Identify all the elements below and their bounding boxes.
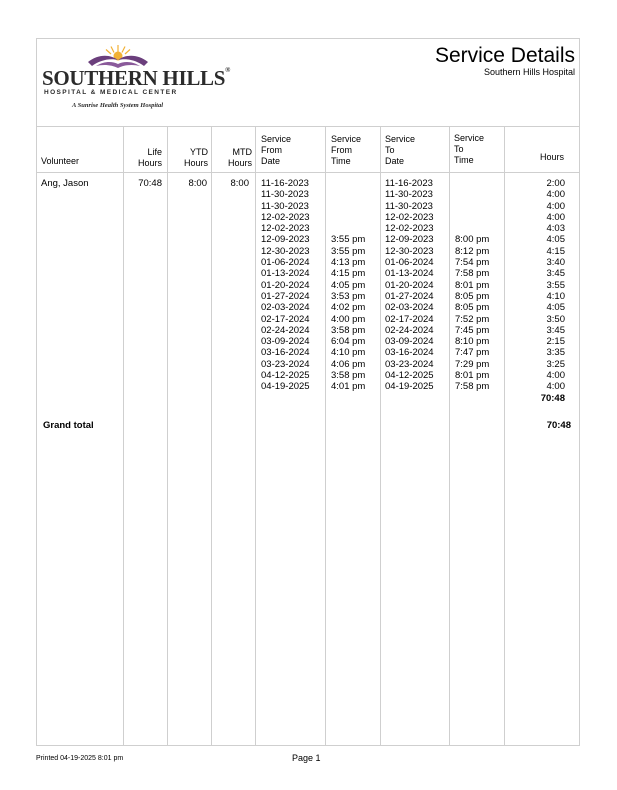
service-to-date-cell: 01-06-2024	[385, 257, 434, 269]
service-from-date-column	[261, 178, 310, 393]
grand-total-label: Grand total	[43, 420, 94, 431]
service-from-time-cell: 4:10 pm	[331, 347, 366, 359]
service-to-time-cell	[455, 189, 489, 200]
header-service-from-time: Service From Time	[331, 134, 362, 166]
service-from-time-cell: 4:06 pm	[331, 358, 366, 370]
service-from-date-cell: 02-17-2024	[261, 313, 310, 325]
service-from-date-cell: 03-16-2024	[261, 347, 310, 359]
service-to-date-cell: 01-13-2024	[385, 268, 434, 280]
service-from-date-cell: 12-02-2023	[261, 223, 310, 235]
logo-tagline: A Sunrise Health System Hospital	[72, 102, 164, 109]
service-to-date-cell: 03-09-2024	[385, 336, 434, 348]
service-from-date-cell: 11-16-2023	[261, 178, 309, 189]
header-service-to-date: Service To Date	[385, 134, 416, 166]
service-to-time-cell: 8:12 pm	[455, 245, 490, 257]
column-divider	[123, 127, 124, 746]
header-service-from-date: Service From Date	[261, 134, 292, 166]
service-from-date-cell: 01-20-2024	[261, 279, 310, 291]
service-from-date-cell: 02-03-2024	[261, 302, 310, 314]
service-to-time-cell	[455, 212, 489, 223]
service-to-time-cell: 8:01 pm	[455, 370, 490, 382]
report-title: Service Details	[434, 44, 575, 67]
service-from-date-cell: 03-23-2024	[261, 358, 310, 370]
service-to-time-cell: 8:05 pm	[455, 290, 490, 302]
service-to-date-cell: 01-27-2024	[385, 290, 434, 302]
hours-cell: 4:05	[546, 302, 565, 314]
hours-cell: 4:00	[546, 370, 565, 382]
service-from-time-cell: 3:55 pm	[331, 245, 366, 257]
header-volunteer: Volunteer	[41, 156, 80, 166]
service-to-date-cell: 12-02-2023	[385, 223, 434, 235]
column-divider	[449, 127, 450, 746]
service-from-date-cell: 04-12-2025	[261, 370, 310, 382]
service-to-time-cell: 7:45 pm	[455, 324, 490, 336]
logo-name: SOUTHERN HILLS®	[42, 66, 231, 90]
service-from-time-cell	[331, 178, 365, 189]
report-subtitle: Southern Hills Hospital	[483, 67, 575, 77]
service-to-date-cell: 01-20-2024	[385, 279, 434, 291]
volunteer-name: Ang, Jason	[41, 178, 89, 189]
header-hours: Hours	[539, 152, 564, 162]
life-hours-value: 70:48	[138, 178, 162, 189]
hours-cell: 4:10	[546, 290, 565, 302]
service-from-time-cell	[331, 223, 365, 234]
column-divider	[255, 127, 256, 746]
column-divider	[211, 127, 212, 746]
service-to-date-cell: 03-16-2024	[385, 347, 434, 359]
hours-column	[504, 178, 565, 404]
mtd-hours-value: 8:00	[230, 178, 249, 189]
service-to-time-cell: 7:58 pm	[455, 268, 490, 280]
hours-cell: 4:03	[546, 223, 565, 235]
service-from-time-cell: 4:13 pm	[331, 257, 366, 269]
service-from-date-cell: 12-30-2023	[261, 245, 310, 257]
hours-cell: 3:50	[546, 313, 565, 325]
hours-cell: 2:00	[546, 178, 565, 189]
service-to-time-cell	[455, 201, 489, 212]
header-service-to-time: Service To Time	[454, 133, 485, 165]
service-from-time-cell: 4:01 pm	[331, 381, 366, 393]
hours-cell: 4:00	[546, 381, 565, 393]
page-number: Page 1	[292, 753, 321, 763]
service-from-time-cell: 3:58 pm	[331, 370, 366, 382]
service-to-date-cell: 12-09-2023	[385, 234, 434, 246]
service-to-date-cell: 11-30-2023	[385, 189, 433, 201]
service-from-time-cell: 4:15 pm	[331, 268, 366, 280]
service-to-date-cell: 12-30-2023	[385, 245, 434, 257]
service-to-time-column	[455, 178, 489, 393]
service-to-date-column	[385, 178, 434, 393]
service-to-date-cell: 11-16-2023	[385, 178, 433, 189]
service-to-date-cell: 03-23-2024	[385, 358, 434, 370]
hours-cell: 3:45	[546, 268, 565, 280]
column-divider	[167, 127, 168, 746]
service-to-time-cell: 7:29 pm	[455, 358, 490, 370]
printed-timestamp: Printed 04-19-2025 8:01 pm	[36, 755, 124, 762]
service-from-time-cell: 3:58 pm	[331, 324, 366, 336]
service-from-date-cell: 03-09-2024	[261, 336, 310, 348]
service-to-time-cell	[455, 178, 489, 189]
service-from-date-cell: 12-09-2023	[261, 234, 310, 246]
hours-cell: 2:15	[546, 336, 565, 348]
service-to-time-cell: 8:00 pm	[455, 234, 490, 246]
service-to-date-cell: 04-19-2025	[385, 381, 434, 393]
service-from-time-cell	[331, 189, 365, 200]
service-from-date-cell: 12-02-2023	[261, 211, 310, 223]
service-from-time-cell: 3:53 pm	[331, 290, 366, 302]
header-mtd-hours: MTD Hours	[227, 147, 252, 168]
hours-cell: 3:35	[546, 347, 565, 359]
service-from-time-cell: 4:00 pm	[331, 313, 366, 325]
service-to-date-cell: 11-30-2023	[385, 200, 433, 212]
service-from-time-cell: 6:04 pm	[331, 336, 366, 348]
service-from-date-cell: 02-24-2024	[261, 324, 310, 336]
header-bottom-divider	[36, 172, 580, 173]
ytd-hours-value: 8:00	[188, 178, 207, 189]
service-to-time-cell: 8:10 pm	[455, 336, 490, 348]
service-to-time-cell	[455, 223, 489, 234]
service-to-time-cell: 7:58 pm	[455, 381, 490, 393]
hours-cell: 4:05	[546, 234, 565, 246]
hours-cell: 3:55	[546, 279, 565, 291]
service-from-time-cell: 3:55 pm	[331, 234, 366, 246]
service-to-time-cell: 7:54 pm	[455, 257, 490, 269]
hours-cell: 3:40	[546, 257, 565, 269]
hours-cell: 4:00	[546, 189, 565, 201]
logo-subtitle: HOSPITAL & MEDICAL CENTER	[44, 89, 178, 96]
service-from-time-cell: 4:05 pm	[331, 279, 366, 291]
grand-total-value: 70:48	[546, 420, 571, 431]
service-to-time-cell: 8:05 pm	[455, 302, 490, 314]
service-from-time-cell	[331, 201, 365, 212]
service-to-date-cell: 02-03-2024	[385, 302, 434, 314]
service-to-date-cell: 04-12-2025	[385, 370, 434, 382]
service-to-date-cell: 02-24-2024	[385, 324, 434, 336]
hours-cell: 3:45	[546, 324, 565, 336]
service-to-time-cell: 7:47 pm	[455, 347, 490, 359]
service-to-time-cell: 8:01 pm	[455, 279, 490, 291]
service-from-date-cell: 04-19-2025	[261, 381, 310, 393]
service-from-date-cell: 11-30-2023	[261, 200, 309, 212]
hours-cell: 4:15	[546, 245, 565, 257]
volunteer-subtotal: 70:48	[540, 392, 565, 404]
service-to-date-cell: 12-02-2023	[385, 211, 434, 223]
header-top-divider	[36, 126, 580, 127]
hours-cell: 3:25	[546, 358, 565, 370]
service-from-date-cell: 01-27-2024	[261, 290, 310, 302]
service-from-time-column	[331, 178, 365, 393]
service-to-date-cell: 02-17-2024	[385, 313, 434, 325]
header-life-hours: Life Hours	[137, 147, 162, 168]
service-from-date-cell: 11-30-2023	[261, 189, 309, 201]
service-from-time-cell: 4:02 pm	[331, 302, 366, 314]
column-divider	[325, 127, 326, 746]
service-from-date-cell: 01-13-2024	[261, 268, 310, 280]
service-from-time-cell	[331, 212, 365, 223]
hours-cell: 4:00	[546, 200, 565, 212]
column-divider	[380, 127, 381, 746]
hours-cell: 4:00	[546, 211, 565, 223]
hospital-logo	[42, 44, 231, 116]
service-from-date-cell: 01-06-2024	[261, 257, 310, 269]
service-to-time-cell: 7:52 pm	[455, 313, 490, 325]
header-ytd-hours: YTD Hours	[183, 147, 208, 168]
